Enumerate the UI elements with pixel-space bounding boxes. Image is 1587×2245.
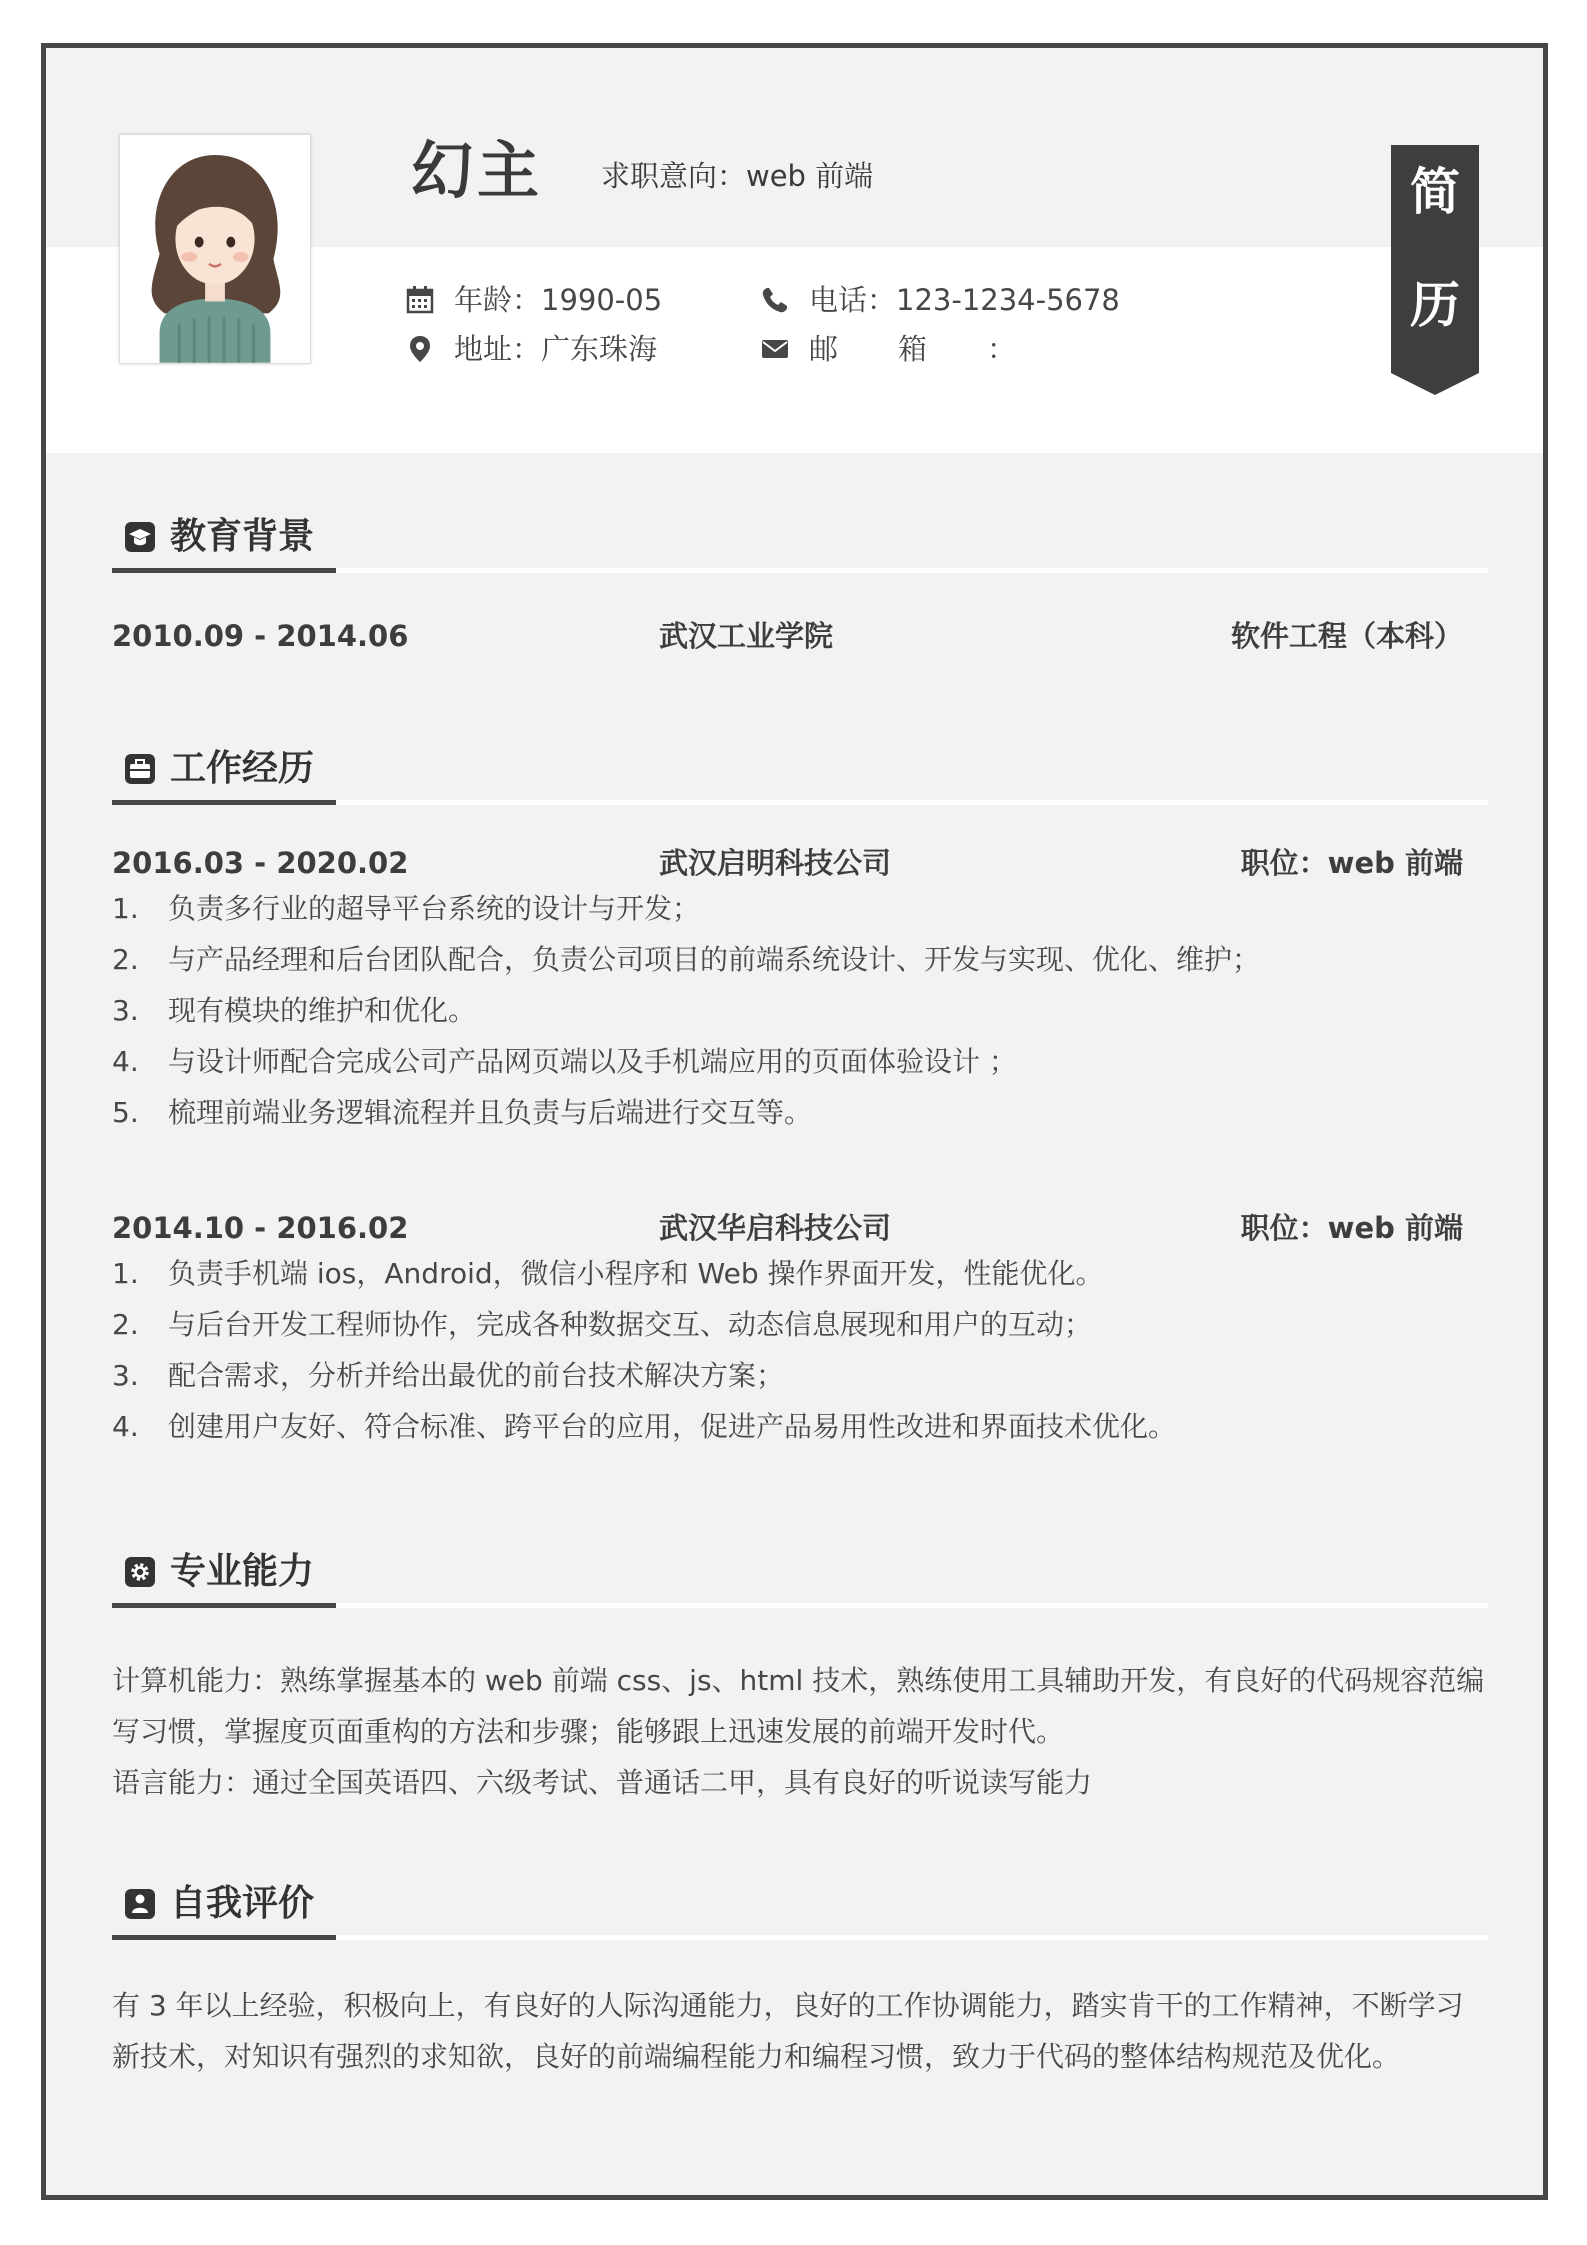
map-pin-icon	[406, 335, 434, 363]
resume-badge	[1391, 145, 1479, 373]
job-duties-1	[112, 883, 1488, 1138]
computer-skill-line-1: 计算机能力：熟练掌握基本的 web 前端 css、js、html 技术，熟练使用工具辅助开发，有良好的代码规容范编	[112, 1664, 1485, 1697]
skills-section-header	[112, 1548, 1488, 1608]
job-duties-2	[112, 1248, 1488, 1452]
education-school: 武汉工业学院	[659, 619, 834, 653]
badge-char-1: 简	[1410, 163, 1460, 221]
education-row	[112, 616, 1488, 656]
work-title: 工作经历	[170, 748, 315, 789]
self-section-header	[112, 1880, 1488, 1940]
list-item: 4. 创建用户友好、符合标准、跨平台的应用，促进产品易用性改进和界面技术优化。	[112, 1410, 1177, 1443]
list-item: 2. 与后台开发工程师协作，完成各种数据交互、动态信息展现和用户的互动；	[112, 1308, 1093, 1341]
list-item: 3. 现有模块的维护和优化。	[112, 994, 477, 1027]
job-position: 职位：web 前端	[1240, 846, 1463, 880]
self-line-1: 有 3 年以上经验，积极向上，有良好的人际沟通能力，良好的工作协调能力，踏实肯干的工作精神，不断学习	[112, 1989, 1464, 2022]
list-item: 4. 与设计师配合完成公司产品网页端以及手机端应用的页面体验设计 ；	[112, 1045, 1017, 1078]
education-major: 软件工程（本科）	[1230, 619, 1463, 653]
job-period: 2014.10 - 2016.02	[112, 1211, 409, 1245]
self-content	[112, 1980, 1522, 2082]
work-section-header	[112, 745, 1488, 805]
education-title: 教育背景	[170, 516, 315, 557]
job-company: 武汉启明科技公司	[659, 846, 892, 880]
avatar-illustration	[120, 135, 310, 363]
job-intent: 求职意向：web 前端	[601, 159, 874, 193]
graduation-cap-icon	[124, 521, 156, 553]
address-info	[406, 329, 657, 369]
job-row-1	[112, 843, 1488, 883]
list-item: 3. 配合需求，分析并给出最优的前台技术解决方案；	[112, 1359, 785, 1392]
language-skill: 语言能力：通过全国英语四、六级考试、普通话二甲，具有良好的听说读写能力	[112, 1766, 1093, 1799]
phone-text: 电话：123-1234-5678	[809, 283, 1120, 317]
phone-icon	[761, 286, 789, 314]
skills-content	[112, 1655, 1522, 1808]
email-text: 邮箱：	[809, 332, 1077, 366]
address-text: 地址：广东珠海	[454, 332, 658, 366]
envelope-icon	[761, 335, 789, 363]
self-title: 自我评价	[170, 1883, 315, 1924]
badge-char-2: 历	[1410, 276, 1460, 334]
applicant-name: 幻主	[411, 134, 544, 207]
computer-skill-line-2: 写习惯，掌握度页面重构的方法和步骤；能够跟上迅速发展的前端开发时代。	[112, 1715, 1065, 1748]
list-item: 5. 梳理前端业务逻辑流程并且负责与后端进行交互等。	[112, 1096, 813, 1129]
age-text: 年龄：1990-05	[454, 283, 663, 317]
phone-info	[761, 280, 1120, 320]
skills-title: 专业能力	[170, 1551, 315, 1592]
self-line-2: 新技术，对知识有强烈的求知欲，良好的前端编程能力和编程习惯，致力于代码的整体结构规范及优化。	[112, 2040, 1401, 2073]
age-info	[406, 280, 662, 320]
list-item: 1. 负责手机端 ios，Android，微信小程序和 Web 操作界面开发，性能优化。	[112, 1257, 1104, 1290]
education-period: 2010.09 - 2014.06	[112, 619, 409, 653]
job-row-2	[112, 1208, 1488, 1248]
user-icon	[124, 1888, 156, 1920]
email-info	[761, 329, 1076, 369]
calendar-icon	[406, 286, 434, 314]
list-item: 2. 与产品经理和后台团队配合，负责公司项目的前端系统设计、开发与实现、优化、维护；	[112, 943, 1261, 976]
job-company: 武汉华启科技公司	[659, 1211, 892, 1245]
job-position: 职位：web 前端	[1240, 1211, 1463, 1245]
resume-page	[41, 43, 1548, 2200]
avatar	[119, 134, 311, 364]
gear-icon	[124, 1556, 156, 1588]
job-period: 2016.03 - 2020.02	[112, 846, 409, 880]
list-item: 1. 负责多行业的超导平台系统的设计与开发；	[112, 892, 701, 925]
briefcase-icon	[124, 753, 156, 785]
education-section-header	[112, 513, 1488, 573]
